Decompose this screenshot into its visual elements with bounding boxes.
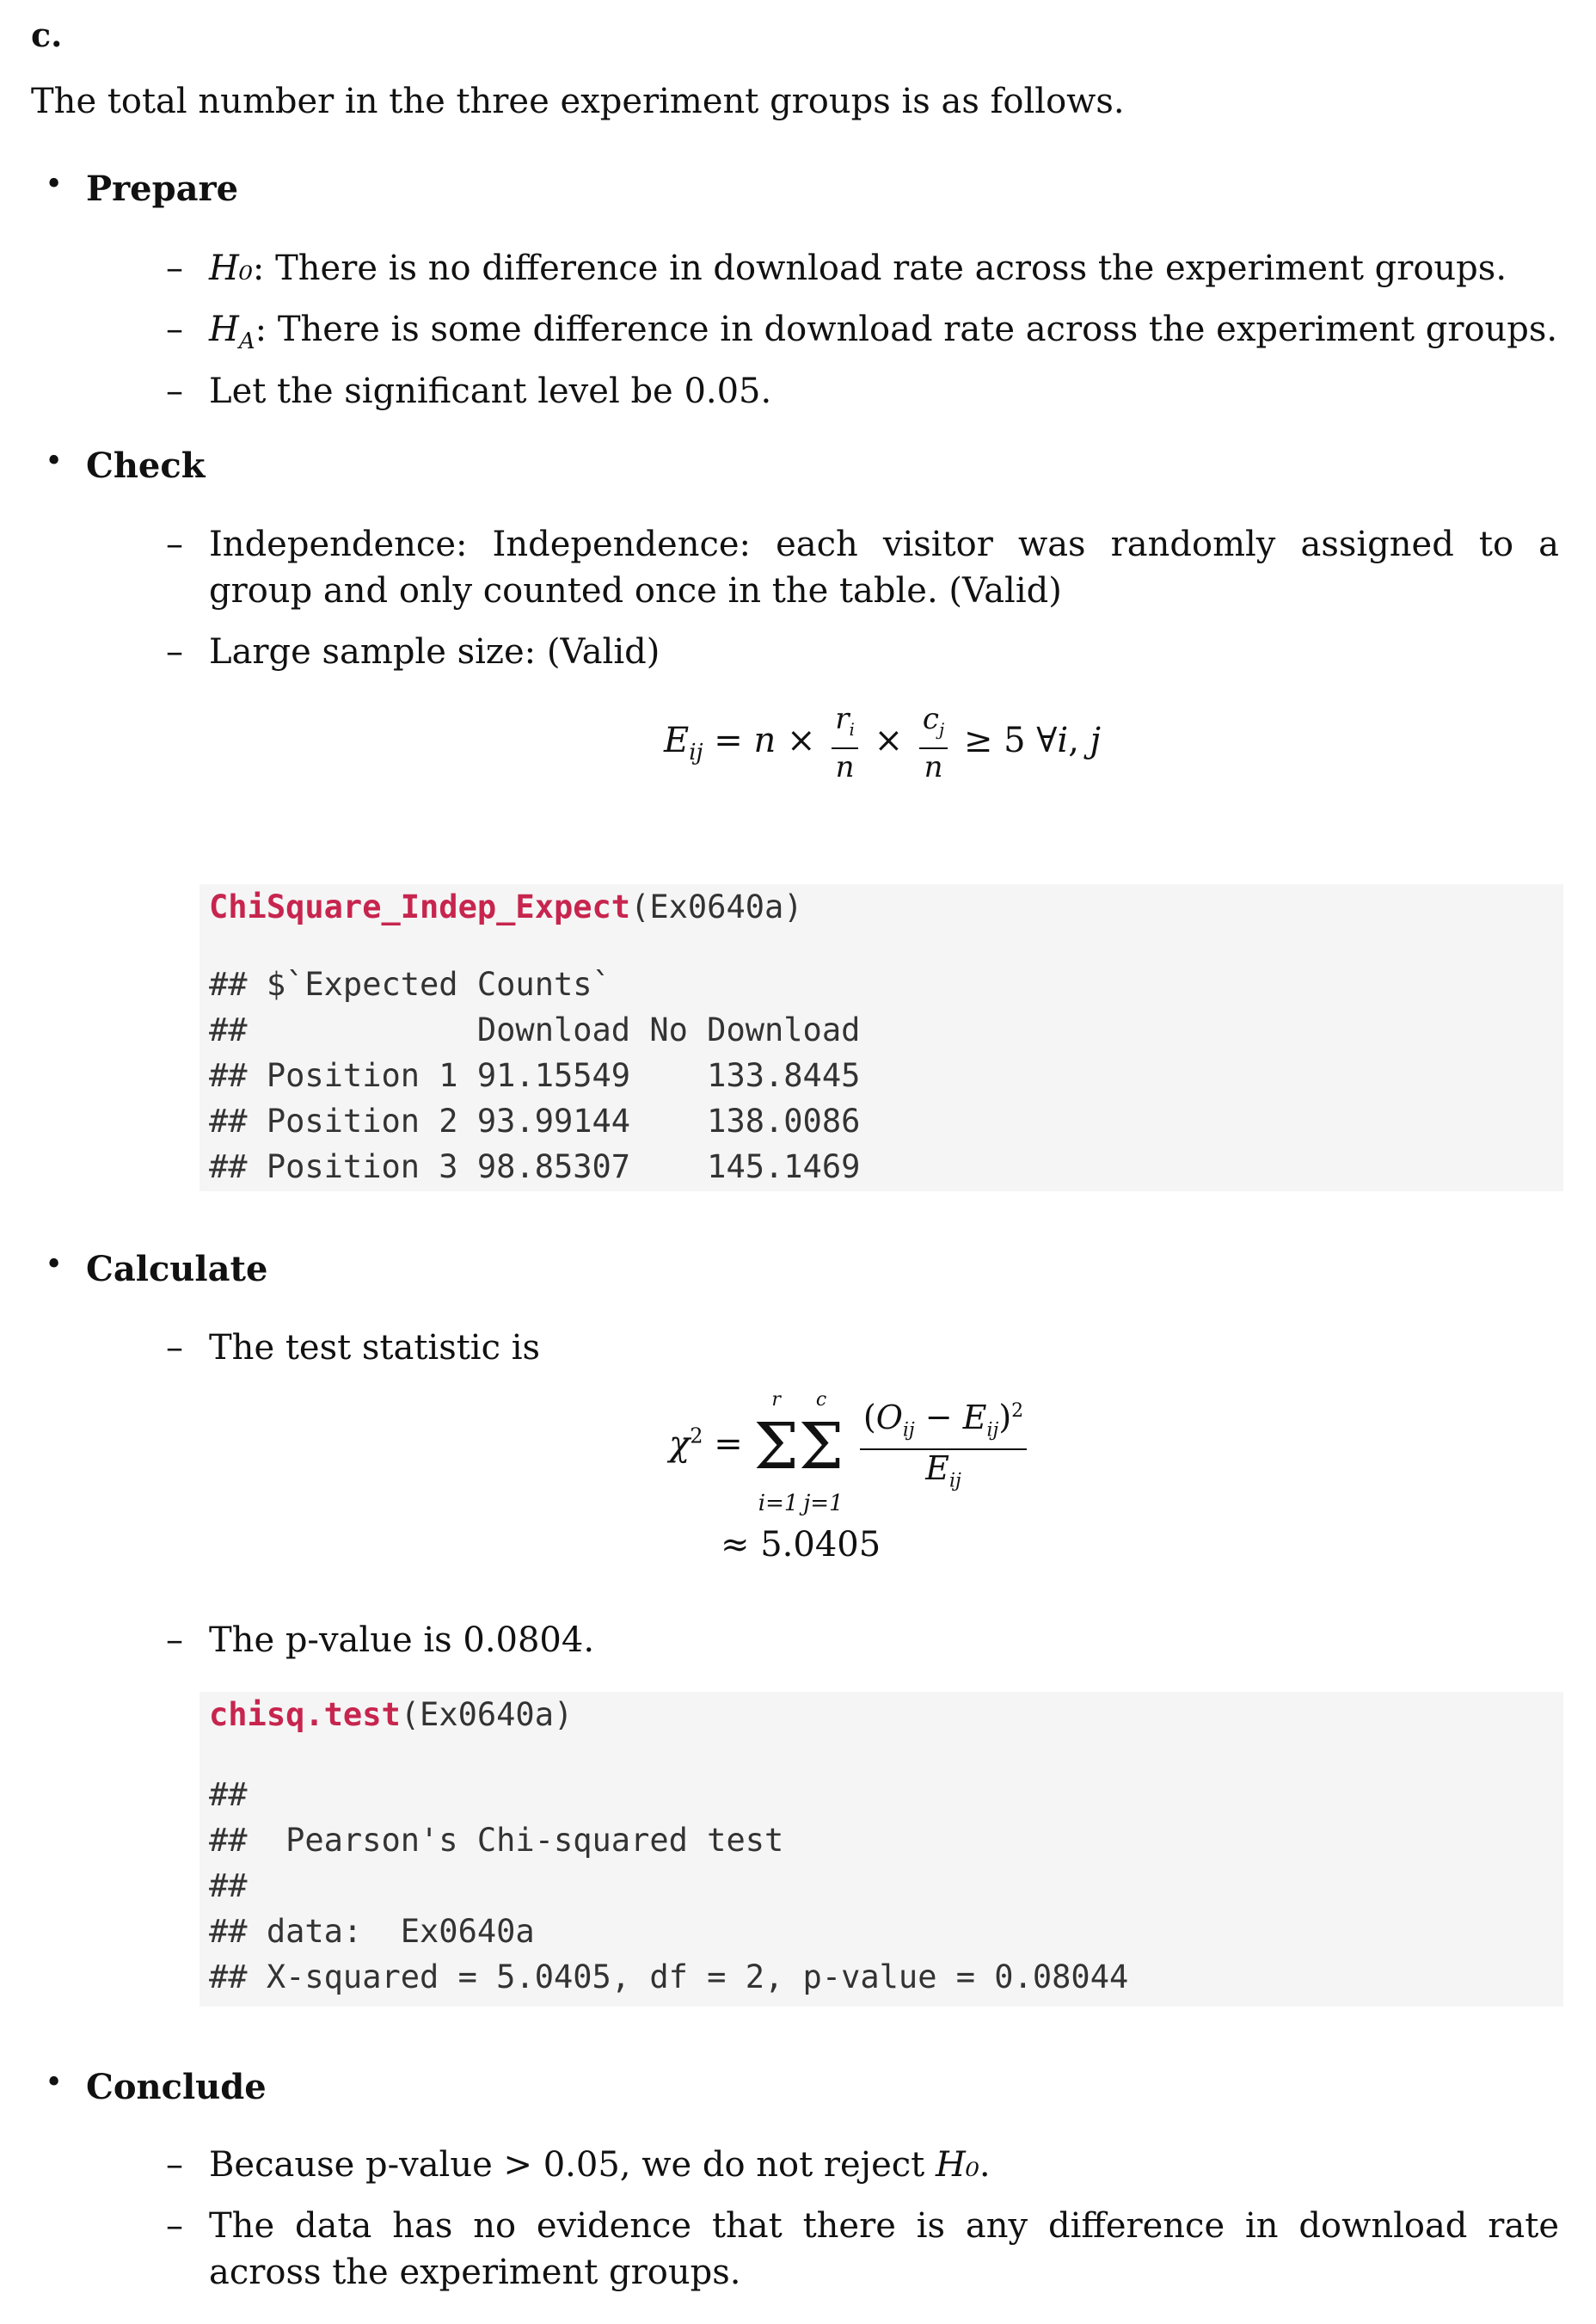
code-args: (Ex0640a)	[630, 888, 803, 925]
code-output-line: ## data: Ex0640a	[209, 1913, 535, 1950]
significance-item: – Let the significant level be 0.05.	[209, 368, 1559, 415]
code-call	[209, 888, 803, 925]
large-sample-item: – Large sample size: (Valid)	[209, 629, 1559, 675]
code-block-expected	[200, 884, 1563, 1191]
code-args: (Ex0640a)	[400, 1696, 574, 1733]
section-label: c.	[31, 15, 63, 54]
calculate-heading: • Calculate	[86, 1249, 267, 1289]
code-output-line: ## Position 1 91.15549 133.8445	[209, 1057, 861, 1094]
code-output-line: ##	[209, 1776, 248, 1813]
code-output-line: ## Download No Download	[209, 1011, 861, 1048]
chi-square-value: ≈ 5.0405	[721, 1525, 881, 1565]
code-function-name: ChiSquare_Indep_Expect	[209, 888, 631, 925]
prepare-heading: • Prepare	[86, 169, 238, 209]
code-function-name: chisq.test	[209, 1696, 401, 1733]
conclusion-item	[209, 2142, 1559, 2188]
conclusion-prefix: Because p-value > 0.05, we do not reject	[209, 2145, 936, 2185]
code-output-line: ##	[209, 1867, 248, 1904]
h0-text: : There is no difference in download rate across the experiment groups.	[252, 249, 1507, 288]
independence-item: – Independence: Independence: each visitor was randomly assigned to a group and only counted once in the table. (Valid)	[209, 521, 1559, 614]
pvalue-item: – The p-value is 0.0804.	[209, 1617, 1559, 1663]
ha-symbol: $H_A$	[209, 310, 255, 354]
code-output-line: ## X-squared = 5.0405, df = 2, p-value = 0.08044	[209, 1958, 1129, 1995]
intro-text: The total number in the three experiment groups is as follows.	[31, 82, 1125, 121]
code-block-chisq	[200, 1692, 1563, 2007]
code-output-line: ## Pearson's Chi-squared test	[209, 1822, 784, 1859]
evidence-item: – The data has no evidence that there is any difference in download rate across the experiment groups.	[209, 2203, 1559, 2296]
chi-square-formula: $\chi^2$ = r Σ i=1 c Σ j=1 $\frac{(O_{ij} - E_{ij})^2}{E_{ij}}$	[669, 1393, 1032, 1500]
h0-symbol: H₀	[209, 249, 253, 288]
code-output-line: ## Position 2 93.99144 138.0086	[209, 1103, 861, 1140]
code-output-line: ## Position 3 98.85307 145.1469	[209, 1148, 861, 1185]
conclusion-suffix: .	[979, 2145, 991, 2185]
conclude-heading: • Conclude	[86, 2067, 267, 2107]
code-call	[209, 1696, 573, 1733]
ha-item	[209, 306, 1559, 365]
stat-intro-item: – The test statistic is	[209, 1325, 1559, 1371]
h0-item	[209, 245, 1559, 292]
ha-text: : There is some difference in download rate across the experiment groups.	[255, 310, 1558, 349]
check-heading: • Check	[86, 446, 205, 486]
expected-count-formula: $E_{ij} = n$ × $\frac{r_i}{n}$ × $\frac{c_j}{n}$ ≥ 5 ∀i, j	[664, 702, 1102, 784]
conclusion-h0: H₀	[935, 2145, 979, 2185]
code-output-line: ## $`Expected Counts`	[209, 966, 611, 1003]
